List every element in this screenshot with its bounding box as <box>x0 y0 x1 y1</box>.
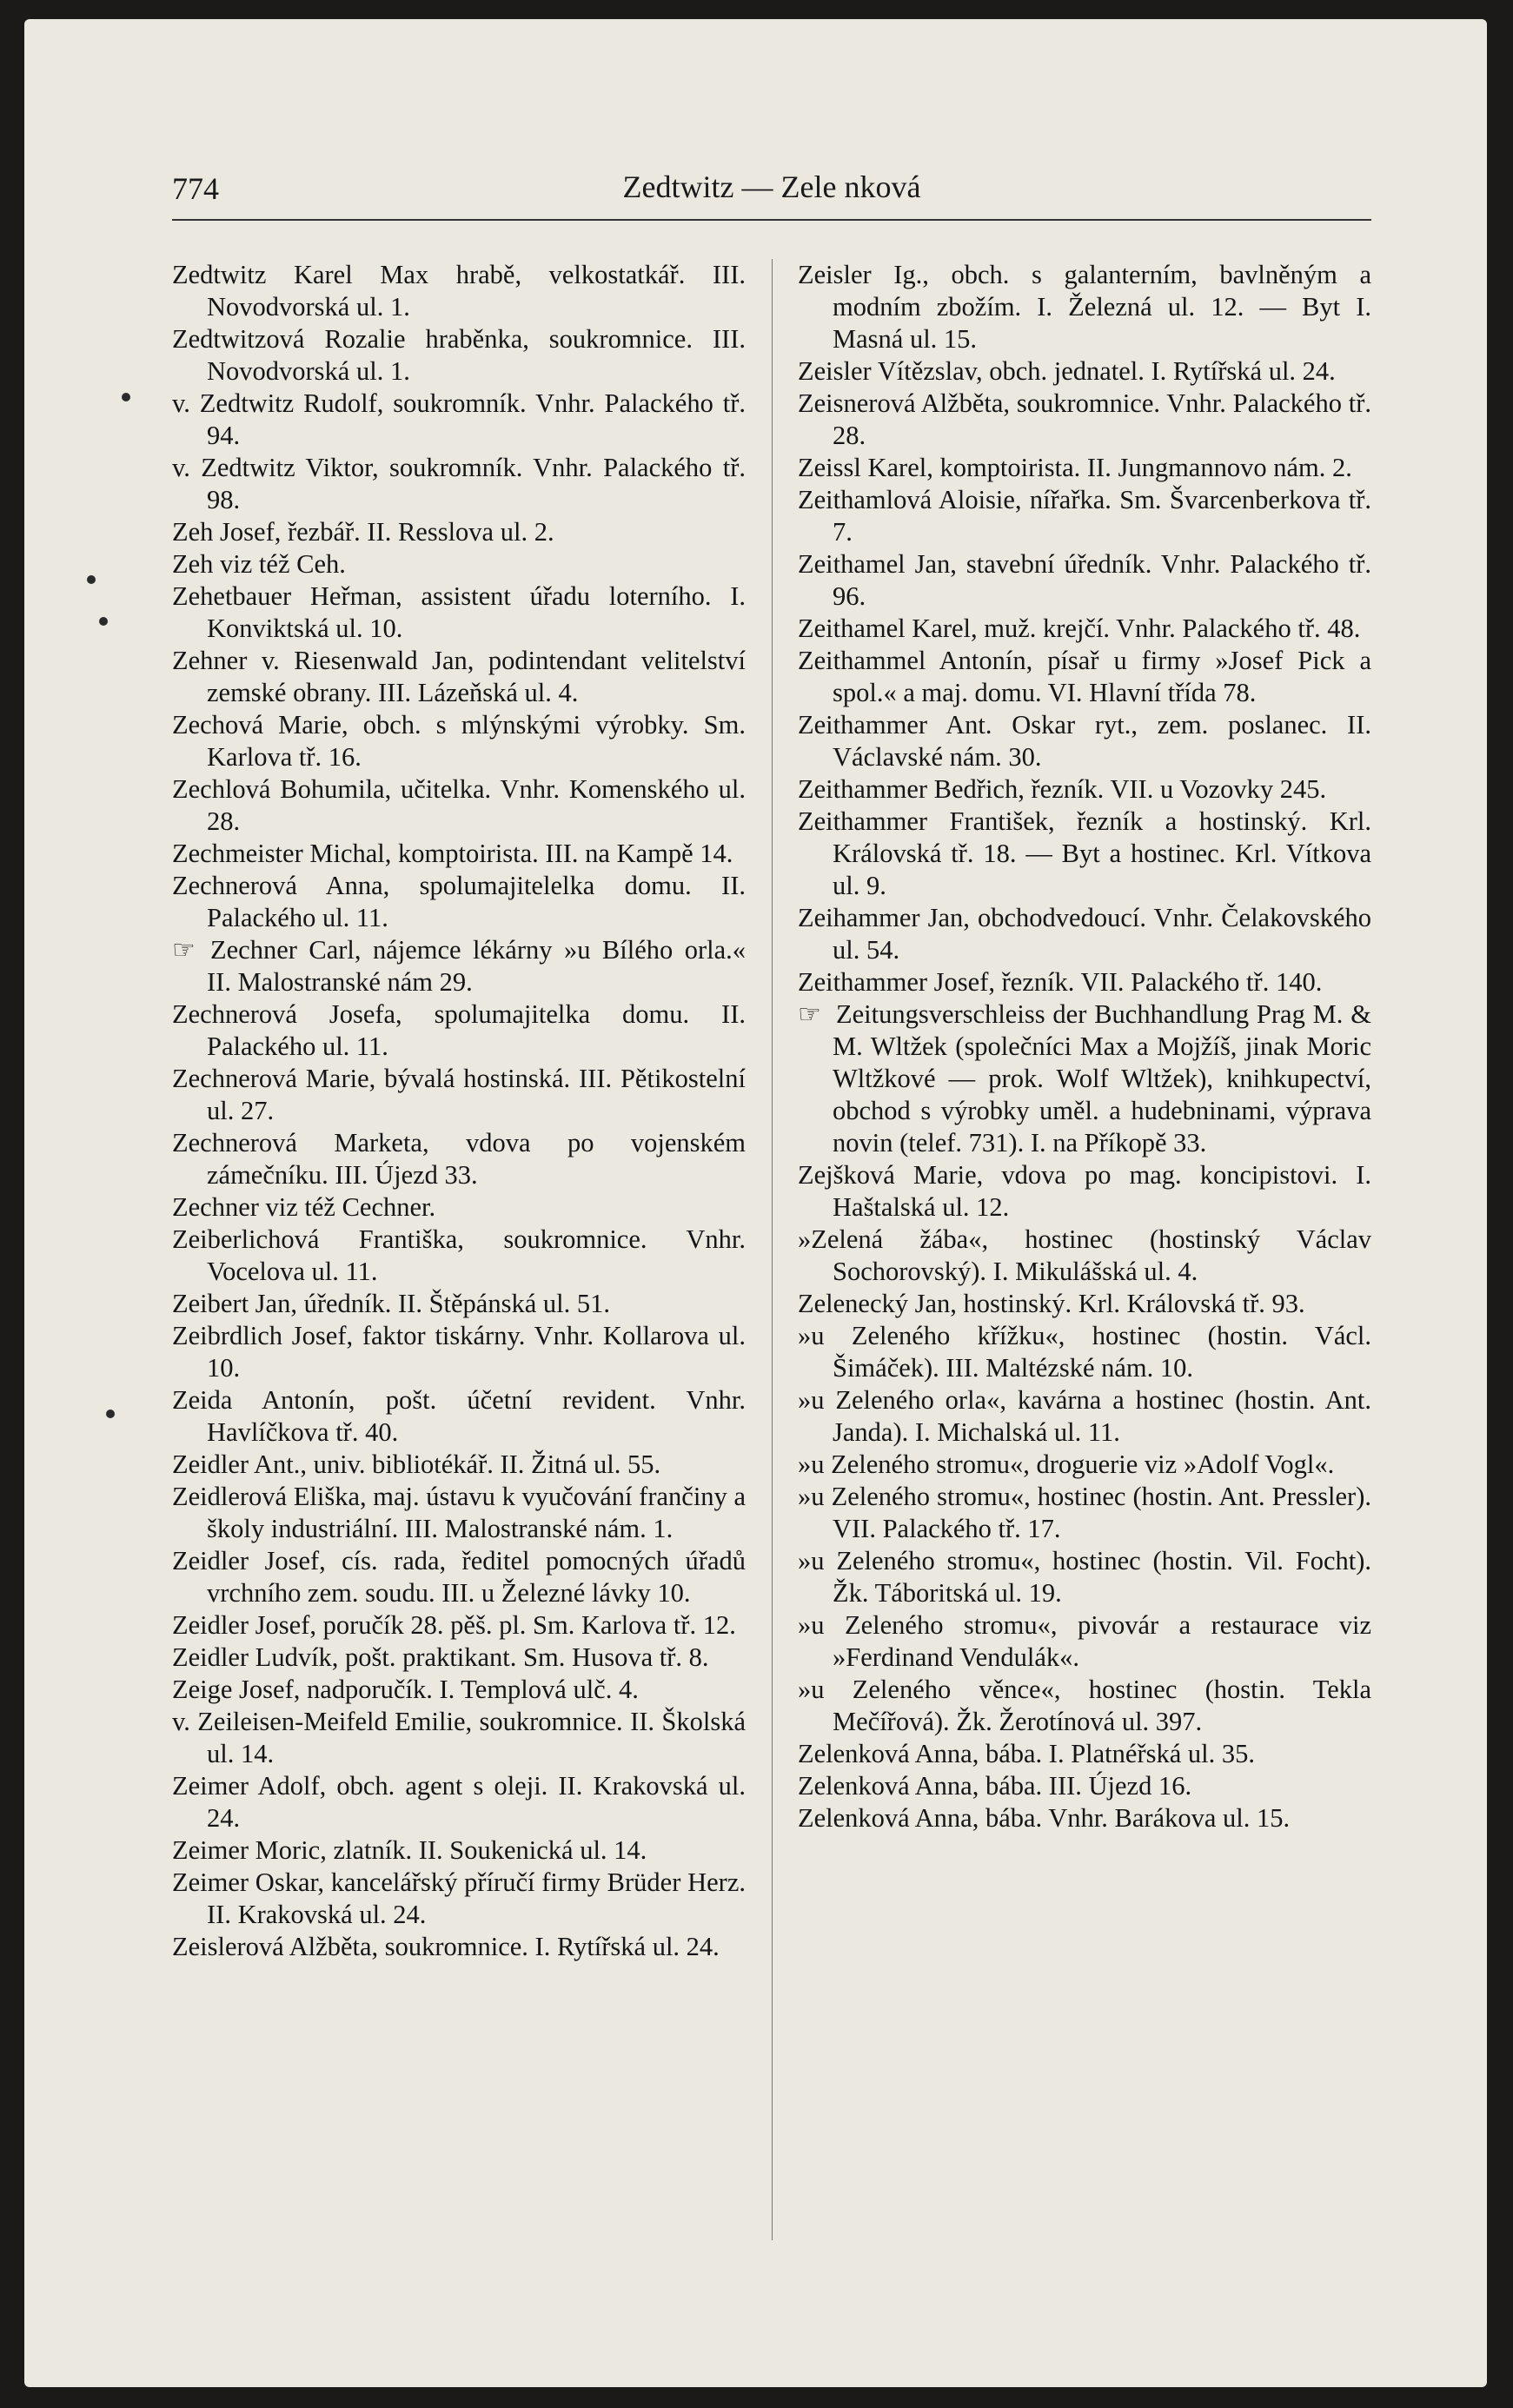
entry-text: Zeige Josef, nadporučík. I. Templová ulč. 4. <box>172 1675 639 1704</box>
entry-text: Zeidlerová Eliška, maj. ústavu k vyučování frančiny a školy industriální. III. Malostranské nám. 1. <box>172 1482 746 1543</box>
directory-entry <box>172 1063 746 1127</box>
entry-text: v. Zedtwitz Rudolf, soukromník. Vnhr. Palackého tř. 94. <box>172 388 746 450</box>
directory-entry <box>172 773 746 838</box>
entry-text: Zehetbauer Heřman, assistent úřadu loterního. I. Konviktská ul. 10. <box>172 581 746 643</box>
directory-entry <box>172 323 746 388</box>
directory-entry <box>172 1642 746 1674</box>
directory-entry <box>798 1320 1371 1384</box>
entry-text: Zeibrdlich Josef, faktor tiskárny. Vnhr. Kollarova ul. 10. <box>172 1321 746 1383</box>
page-number: 774 <box>172 171 219 206</box>
scan-speck <box>87 575 96 584</box>
directory-entry <box>798 1770 1371 1802</box>
entry-text: »Zelená žába«, hostinec (hostinský Václav Sochorovský). I. Mikulášská ul. 4. <box>798 1224 1371 1286</box>
directory-entry <box>172 259 746 323</box>
entry-text: Zechnerová Josefa, spolumajitelka domu. II. Palackého ul. 11. <box>172 999 746 1061</box>
directory-entry <box>172 1191 746 1224</box>
directory-entry <box>798 773 1371 806</box>
entry-text: Zedtwitz Karel Max hrabě, velkostatkář. III. Novodvorská ul. 1. <box>172 260 746 322</box>
directory-entry <box>798 1224 1371 1288</box>
entry-text: v. Zedtwitz Viktor, soukromník. Vnhr. Palackého tř. 98. <box>172 453 746 514</box>
entry-text: Zeisnerová Alžběta, soukromnice. Vnhr. Palackého tř. 28. <box>798 388 1371 450</box>
entry-text: Zechner Carl, nájemce lékárny »u Bílého orla.« II. Malostranské nám 29. <box>207 935 746 997</box>
directory-entry <box>172 1288 746 1320</box>
entry-text: Zeh viz též Ceh. <box>172 549 346 579</box>
directory-entry <box>172 709 746 773</box>
entry-text: »u Zeleného stromu«, hostinec (hostin. Vil. Focht). Žk. Táboritská ul. 19. <box>798 1546 1371 1608</box>
directory-entry <box>172 580 746 645</box>
entry-text: Zeida Antonín, pošt. účetní revident. Vnhr. Havlíčkova tř. 40. <box>172 1385 746 1447</box>
directory-entry <box>798 613 1371 645</box>
entry-text: Zeisler Vítězslav, obch. jednatel. I. Rytířská ul. 24. <box>798 356 1336 386</box>
directory-entry <box>172 870 746 934</box>
directory-entry <box>172 1320 746 1384</box>
entry-text: Zeissl Karel, komptoirista. II. Jungmannovo nám. 2. <box>798 453 1352 482</box>
directory-entry <box>798 1288 1371 1320</box>
entry-text: Zechlová Bohumila, učitelka. Vnhr. Komenského ul. 28. <box>172 774 746 836</box>
directory-columns <box>172 259 1371 2258</box>
directory-entry <box>798 1545 1371 1609</box>
directory-entry <box>798 709 1371 773</box>
directory-entry <box>172 1224 746 1288</box>
directory-entry <box>798 645 1371 709</box>
directory-entry <box>172 1867 746 1931</box>
directory-entry <box>798 1384 1371 1449</box>
entry-text: Zeidler Josef, cís. rada, ředitel pomocných úřadů vrchního zem. soudu. III. u Železné lávky 10. <box>172 1546 746 1608</box>
entry-text: »u Zeleného stromu«, hostinec (hostin. Ant. Pressler). VII. Palackého tř. 17. <box>798 1482 1371 1543</box>
entry-text: Zehner v. Riesenwald Jan, podintendant velitelství zemské obrany. III. Lázeňská ul. 4. <box>172 646 746 707</box>
entry-text: Zeibert Jan, úředník. II. Štěpánská ul. 51. <box>172 1289 610 1318</box>
directory-entry <box>798 452 1371 484</box>
entry-text: Zechnerová Marie, bývalá hostinská. III. Pětikostelní ul. 27. <box>172 1064 746 1125</box>
entry-text: »u Zeleného věnce«, hostinec (hostin. Tekla Mečířová). Žk. Žerotínová ul. 397. <box>798 1675 1371 1736</box>
directory-entry <box>798 484 1371 548</box>
directory-entry <box>798 388 1371 452</box>
directory-entry <box>172 1127 746 1191</box>
directory-entry <box>172 1770 746 1834</box>
directory-entry <box>172 516 746 548</box>
entry-text: Zeithamel Jan, stavební úředník. Vnhr. Palackého tř. 96. <box>798 549 1371 611</box>
entry-text: Zeithammer Bedřich, řezník. VII. u Vozovky 245. <box>798 774 1327 804</box>
directory-entry <box>798 966 1371 998</box>
entry-text: Zechmeister Michal, komptoirista. III. na Kampě 14. <box>172 839 733 868</box>
entry-text: Zeiberlichová Františka, soukromnice. Vnhr. Vocelova ul. 11. <box>172 1224 746 1286</box>
directory-entry <box>798 1738 1371 1770</box>
entry-text: Zeithammer Josef, řezník. VII. Palackého tř. 140. <box>798 967 1323 997</box>
entry-text: Zeihammer Jan, obchodvedoucí. Vnhr. Čelakovského ul. 54. <box>798 903 1371 965</box>
right-column <box>798 259 1371 2258</box>
entry-text: Zechnerová Anna, spolumajitelelka domu. II. Palackého ul. 11. <box>172 871 746 932</box>
entry-text: Zelenecký Jan, hostinský. Krl. Královská tř. 93. <box>798 1289 1305 1318</box>
entry-text: Zeithamlová Aloisie, nířařka. Sm. Švarcenberkova tř. 7. <box>798 485 1371 547</box>
entry-text: »u Zeleného křížku«, hostinec (hostin. Václ. Šimáček). III. Maltézské nám. 10. <box>798 1321 1371 1383</box>
entry-text: Zeisler Ig., obch. s galanterním, bavlněným a modním zbožím. I. Železná ul. 12. — Byt I. Masná ul. 15. <box>798 260 1371 354</box>
directory-entry <box>172 934 746 998</box>
directory-entry <box>798 1674 1371 1738</box>
entry-text: v. Zeileisen-Meifeld Emilie, soukromnice. II. Školská ul. 14. <box>172 1707 746 1768</box>
directory-entry <box>172 998 746 1063</box>
document-page <box>24 19 1487 2387</box>
entry-text: »u Zeleného stromu«, droguerie viz »Adolf Vogl«. <box>798 1449 1335 1479</box>
directory-entry <box>798 902 1371 966</box>
directory-entry <box>172 1545 746 1609</box>
directory-entry <box>798 548 1371 613</box>
page-header <box>172 165 1371 217</box>
entry-text: »u Zeleného stromu«, pivovár a restaurace viz »Ferdinand Vendulák«. <box>798 1610 1371 1672</box>
entry-text: Zelenková Anna, bába. I. Platnéřská ul. 35. <box>798 1739 1255 1768</box>
directory-entry <box>172 452 746 516</box>
entry-text: Zeh Josef, řezbář. II. Resslova ul. 2. <box>172 517 554 547</box>
entry-text: Zejšková Marie, vdova po mag. koncipistovi. I. Haštalská ul. 12. <box>798 1160 1371 1222</box>
directory-entry <box>798 1609 1371 1674</box>
directory-entry <box>172 1609 746 1642</box>
directory-entry <box>798 806 1371 902</box>
directory-entry <box>798 1449 1371 1481</box>
entry-text: Zeidler Josef, poručík 28. pěš. pl. Sm. Karlova tř. 12. <box>172 1610 736 1640</box>
directory-entry <box>172 1384 746 1449</box>
directory-entry <box>172 645 746 709</box>
entry-text: Zeidler Ludvík, pošt. praktikant. Sm. Husova tř. 8. <box>172 1642 709 1672</box>
entry-text: Zeimer Moric, zlatník. II. Soukenická ul. 14. <box>172 1835 647 1865</box>
directory-entry <box>798 259 1371 355</box>
directory-entry <box>798 1802 1371 1834</box>
directory-entry <box>172 1449 746 1481</box>
directory-entry <box>172 1481 746 1545</box>
directory-entry <box>798 355 1371 388</box>
header-rule <box>172 219 1371 221</box>
entry-text: Zeithammer František, řezník a hostinský. Krl. Královská tř. 18. — Byt a hostinec. Krl. Vítkova ul. 9. <box>798 806 1371 900</box>
scan-speck <box>106 1410 115 1418</box>
directory-entry <box>798 1481 1371 1545</box>
entry-text: »u Zeleného orla«, kavárna a hostinec (hostin. Ant. Janda). I. Michalská ul. 11. <box>798 1385 1371 1447</box>
entry-text: Zeitungsverschleiss der Buchhandlung Prag M. & M. Wltžek (společníci Max a Mojžíš, jinak Moric Wltžkové — prok. Wolf Wltžek), knihkupectví, obchod s výrobky uměl. a hudebninami, výprava novin (telef. 731). I. na Příkopě 33. <box>833 999 1371 1158</box>
entry-text: Zeidler Ant., univ. bibliotékář. II. Žitná ul. 55. <box>172 1449 661 1479</box>
directory-entry <box>172 1674 746 1706</box>
column-divider <box>772 259 773 2240</box>
directory-entry <box>172 1706 746 1770</box>
entry-text: Zeimer Adolf, obch. agent s oleji. II. Krakovská ul. 24. <box>172 1771 746 1833</box>
entry-text: Zechner viz též Cechner. <box>172 1192 436 1222</box>
directory-entry <box>798 998 1371 1159</box>
left-column <box>172 259 746 2258</box>
entry-text: Zeislerová Alžběta, soukromnice. I. Rytířská ul. 24. <box>172 1932 720 1961</box>
entry-text: Zeithammer Ant. Oskar ryt., zem. poslanec. II. Václavské nám. 30. <box>798 710 1371 772</box>
pointing-hand-icon: ☞ <box>172 936 196 965</box>
entry-text: Zelenková Anna, bába. Vnhr. Barákova ul. 15. <box>798 1803 1291 1833</box>
directory-entry <box>172 388 746 452</box>
directory-entry <box>172 548 746 580</box>
pointing-hand-icon: ☞ <box>798 1000 821 1029</box>
entry-text: Zechová Marie, obch. s mlýnskými výrobky. Sm. Karlova tř. 16. <box>172 710 746 772</box>
entry-text: Zelenková Anna, bába. III. Újezd 16. <box>798 1771 1192 1801</box>
scan-speck <box>99 617 108 626</box>
directory-entry <box>172 838 746 870</box>
directory-entry <box>172 1834 746 1867</box>
directory-entry <box>798 1159 1371 1224</box>
running-head: Zedtwitz — Zele nková <box>622 169 921 204</box>
entry-text: Zechnerová Marketa, vdova po vojenském zámečníku. III. Újezd 33. <box>172 1128 746 1190</box>
entry-text: Zeithammel Antonín, písař u firmy »Josef Pick a spol.« a maj. domu. VI. Hlavní třída 78. <box>798 646 1371 707</box>
entry-text: Zeimer Oskar, kancelářský příručí firmy Brüder Herz. II. Krakovská ul. 24. <box>172 1867 746 1929</box>
entry-text: Zeithamel Karel, muž. krejčí. Vnhr. Palackého tř. 48. <box>798 614 1361 643</box>
entry-text: Zedtwitzová Rozalie hraběnka, soukromnice. III. Novodvorská ul. 1. <box>172 324 746 386</box>
directory-entry <box>172 1931 746 1963</box>
scan-speck <box>122 393 130 401</box>
